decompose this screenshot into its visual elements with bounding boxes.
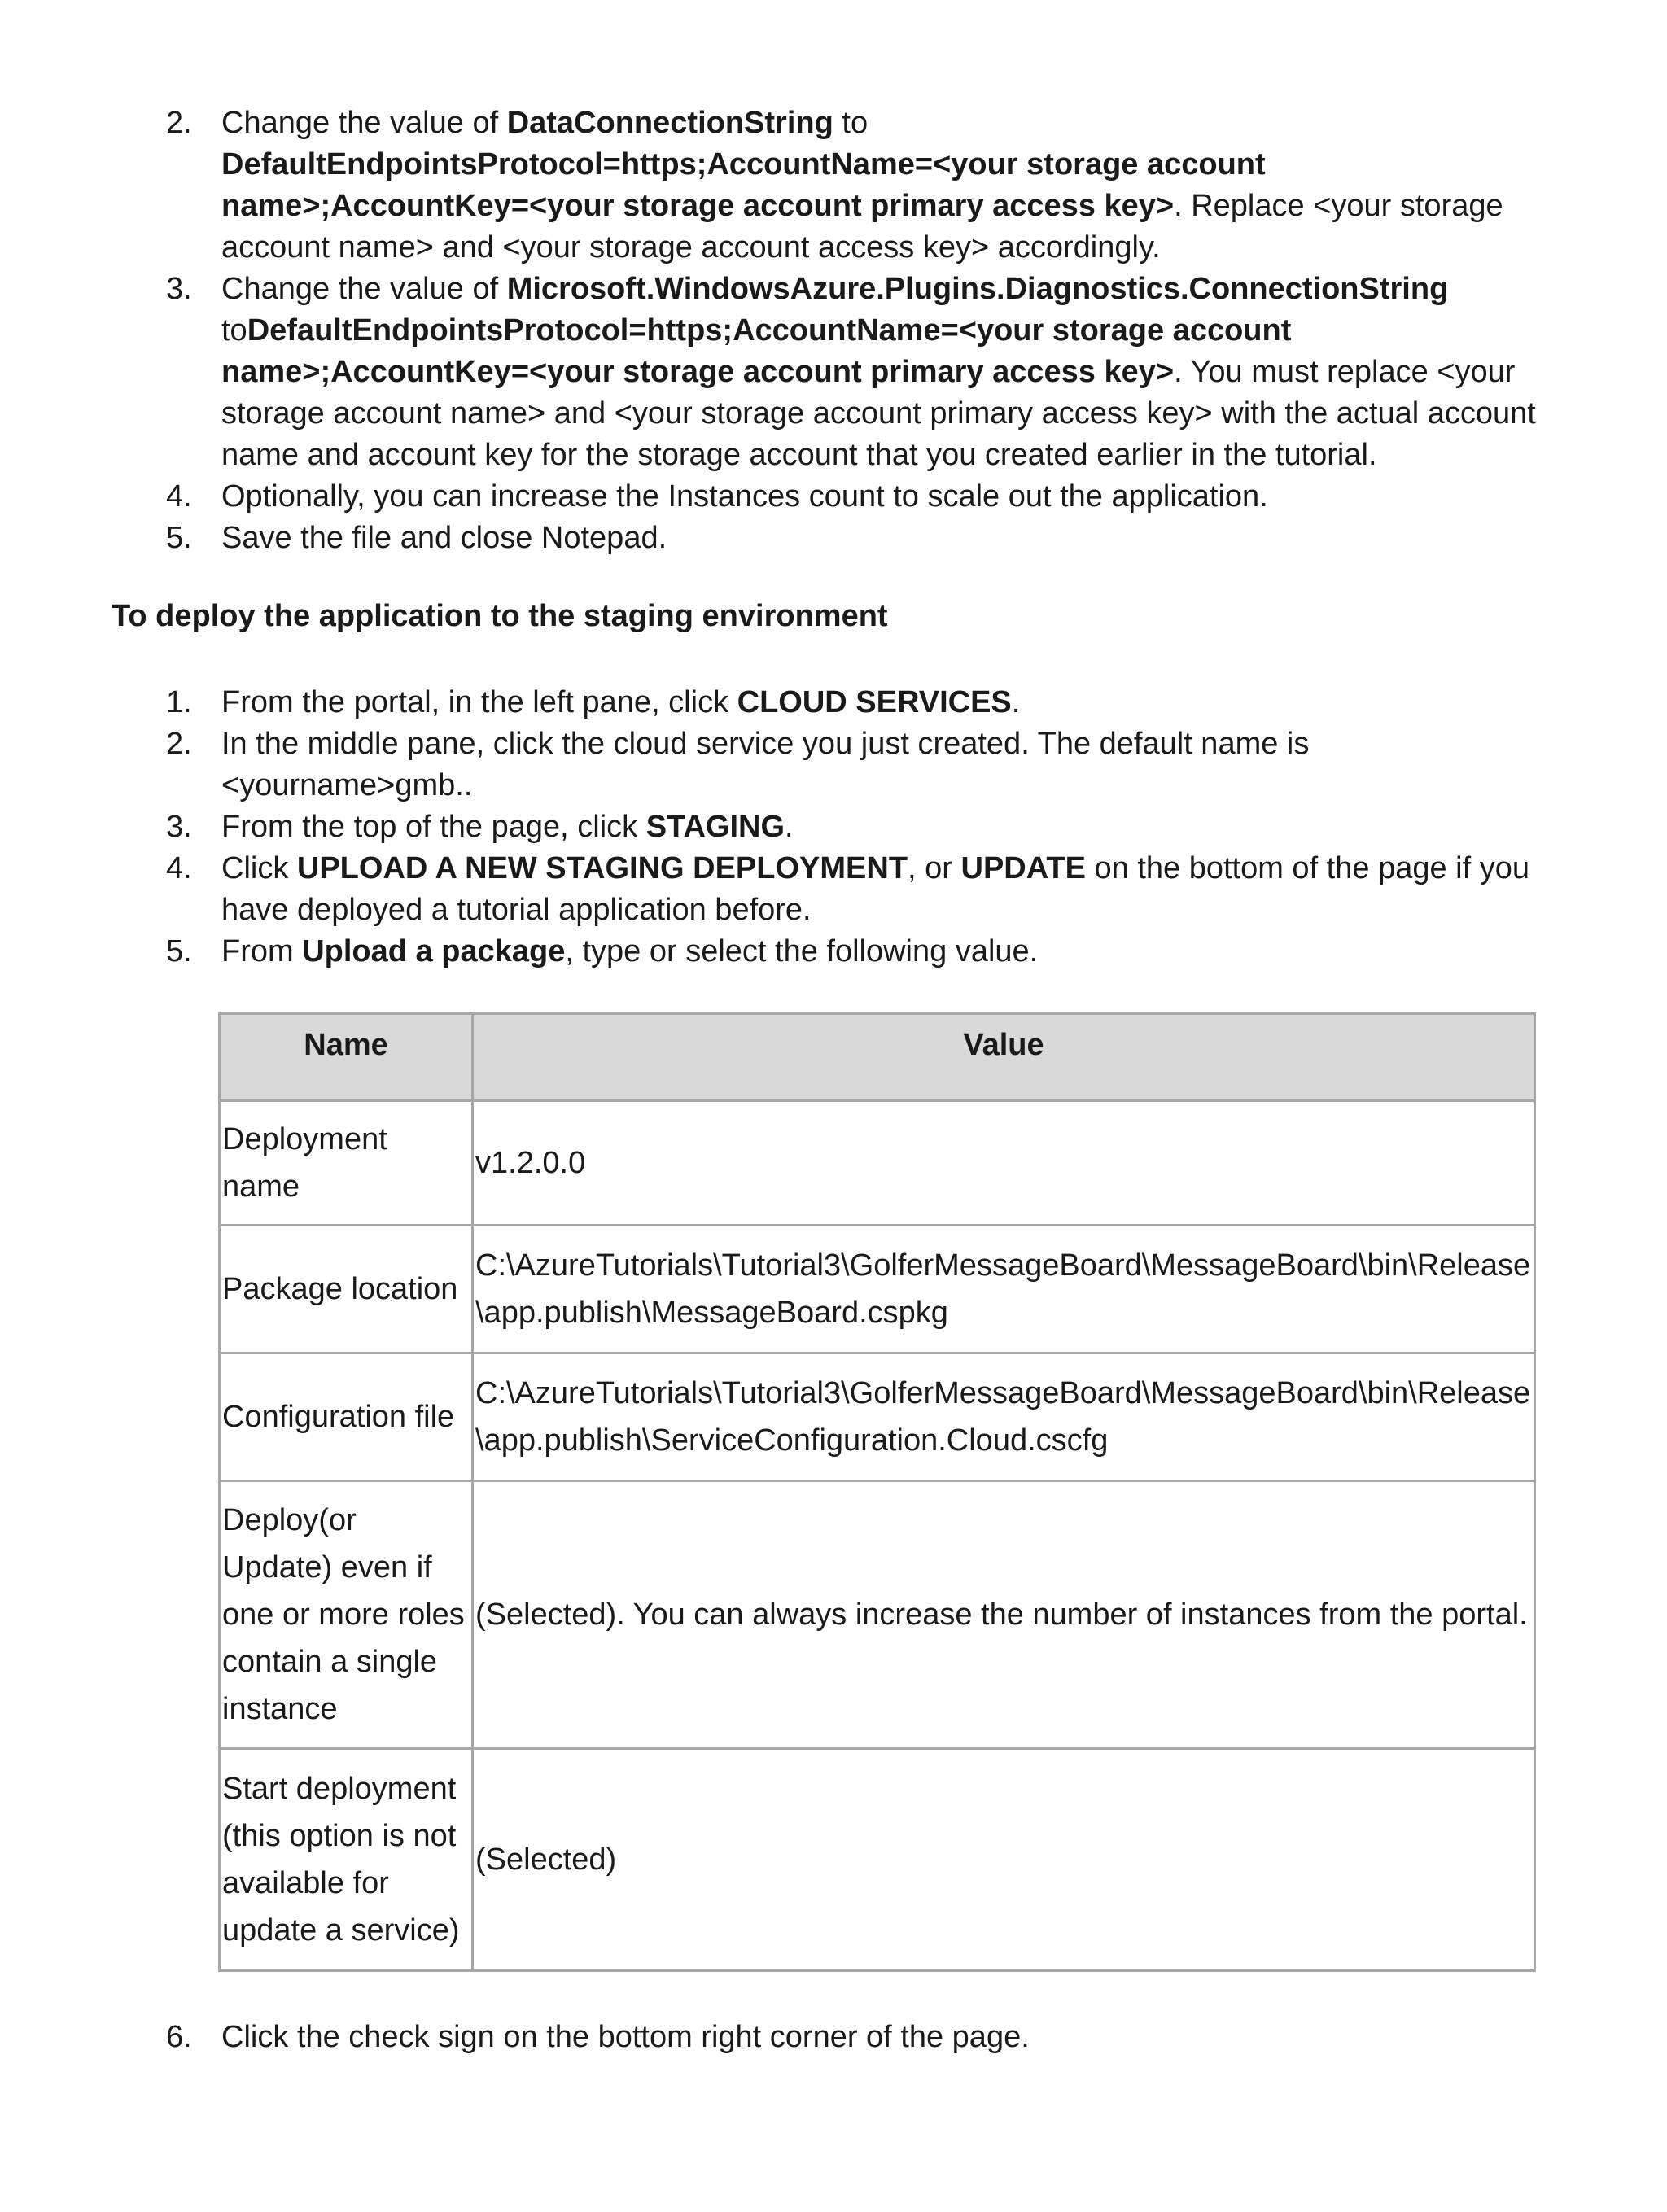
step-number: 3. bbox=[166, 810, 192, 844]
step-text: In the middle pane, click the cloud service you just created. The default name is <yourname>gmb.. bbox=[221, 727, 1310, 802]
step-text: Change the value of DataConnectionString to DefaultEndpointsProtocol=https;AccountName=<your storage account name>;AccountKey=<your storage account primary access key>. Replace <your storage account name> and <your storage account access key> accordingly. bbox=[221, 106, 1503, 264]
step-number: 4. bbox=[166, 479, 192, 514]
list-item bbox=[0, 848, 1667, 931]
table-header-row bbox=[220, 1014, 1535, 1101]
table-row bbox=[220, 1749, 1535, 1971]
list-item bbox=[0, 723, 1667, 807]
list-item bbox=[0, 269, 1667, 476]
step-number: 5. bbox=[166, 521, 192, 555]
upload-package-table bbox=[218, 1012, 1536, 1972]
list-item bbox=[0, 807, 1667, 848]
table-cell-value: C:\AzureTutorials\Tutorial3\GolferMessageBoard\MessageBoard\bin\Release\app.publish\MessageBoard.cspkg bbox=[473, 1226, 1535, 1353]
list-item bbox=[0, 2017, 1667, 2058]
table-cell-value: C:\AzureTutorials\Tutorial3\GolferMessageBoard\MessageBoard\bin\Release\app.publish\ServiceConfiguration.Cloud.cscfg bbox=[473, 1353, 1535, 1481]
step-text: Click UPLOAD A NEW STAGING DEPLOYMENT, or UPDATE on the bottom of the page if you have deployed a tutorial application before. bbox=[221, 851, 1529, 927]
list-item bbox=[0, 518, 1667, 559]
step-text: Click the check sign on the bottom right corner of the page. bbox=[221, 2020, 1030, 2054]
step-text: From the portal, in the left pane, click CLOUD SERVICES. bbox=[221, 685, 1021, 719]
final-step-list bbox=[0, 2017, 1667, 2058]
list-item bbox=[0, 103, 1667, 269]
step-text: Change the value of Microsoft.WindowsAzure.Plugins.Diagnostics.ConnectionString toDefaultEndpointsProtocol=https;AccountName=<your storage account name>;AccountKey=<your storage account primary access key>. You must replace <your storage account name> and <your storage account primary access key> with the actual account name and account key for the storage account that you created earlier in the tutorial. bbox=[221, 272, 1536, 472]
table-row bbox=[220, 1226, 1535, 1353]
step-number: 1. bbox=[166, 685, 192, 719]
step-number: 2. bbox=[166, 727, 192, 761]
step-text: Optionally, you can increase the Instances count to scale out the application. bbox=[221, 479, 1268, 514]
column-header-name: Name bbox=[220, 1014, 473, 1101]
step-number: 4. bbox=[166, 851, 192, 885]
table-cell-name: Start deployment (this option is not available for update a service) bbox=[220, 1749, 473, 1971]
section-heading: To deploy the application to the staging environment bbox=[112, 599, 888, 633]
step-text: From the top of the page, click STAGING. bbox=[221, 810, 794, 844]
table-row bbox=[220, 1353, 1535, 1481]
table-cell-name: Package location bbox=[220, 1226, 473, 1353]
table-cell-name: Configuration file bbox=[220, 1353, 473, 1481]
step-text: Save the file and close Notepad. bbox=[221, 521, 667, 555]
column-header-value: Value bbox=[473, 1014, 1535, 1101]
step-number: 3. bbox=[166, 272, 192, 306]
list-item bbox=[0, 682, 1667, 723]
list-item bbox=[0, 476, 1667, 518]
table-row bbox=[220, 1481, 1535, 1749]
deploy-steps-list bbox=[0, 682, 1667, 973]
step-number: 2. bbox=[166, 106, 192, 140]
table-cell-name: Deploy(or Update) even if one or more roles contain a single instance bbox=[220, 1481, 473, 1749]
table-cell-value: v1.2.0.0 bbox=[473, 1101, 1535, 1226]
config-steps-list bbox=[0, 103, 1667, 559]
step-number: 5. bbox=[166, 934, 192, 968]
table-cell-value: (Selected) bbox=[473, 1749, 1535, 1971]
step-number: 6. bbox=[166, 2020, 192, 2054]
table-row bbox=[220, 1101, 1535, 1226]
table-cell-value: (Selected). You can always increase the number of instances from the portal. bbox=[473, 1481, 1535, 1749]
list-item bbox=[0, 931, 1667, 973]
table-cell-name: Deployment name bbox=[220, 1101, 473, 1226]
step-text: From Upload a package, type or select the following value. bbox=[221, 934, 1039, 968]
